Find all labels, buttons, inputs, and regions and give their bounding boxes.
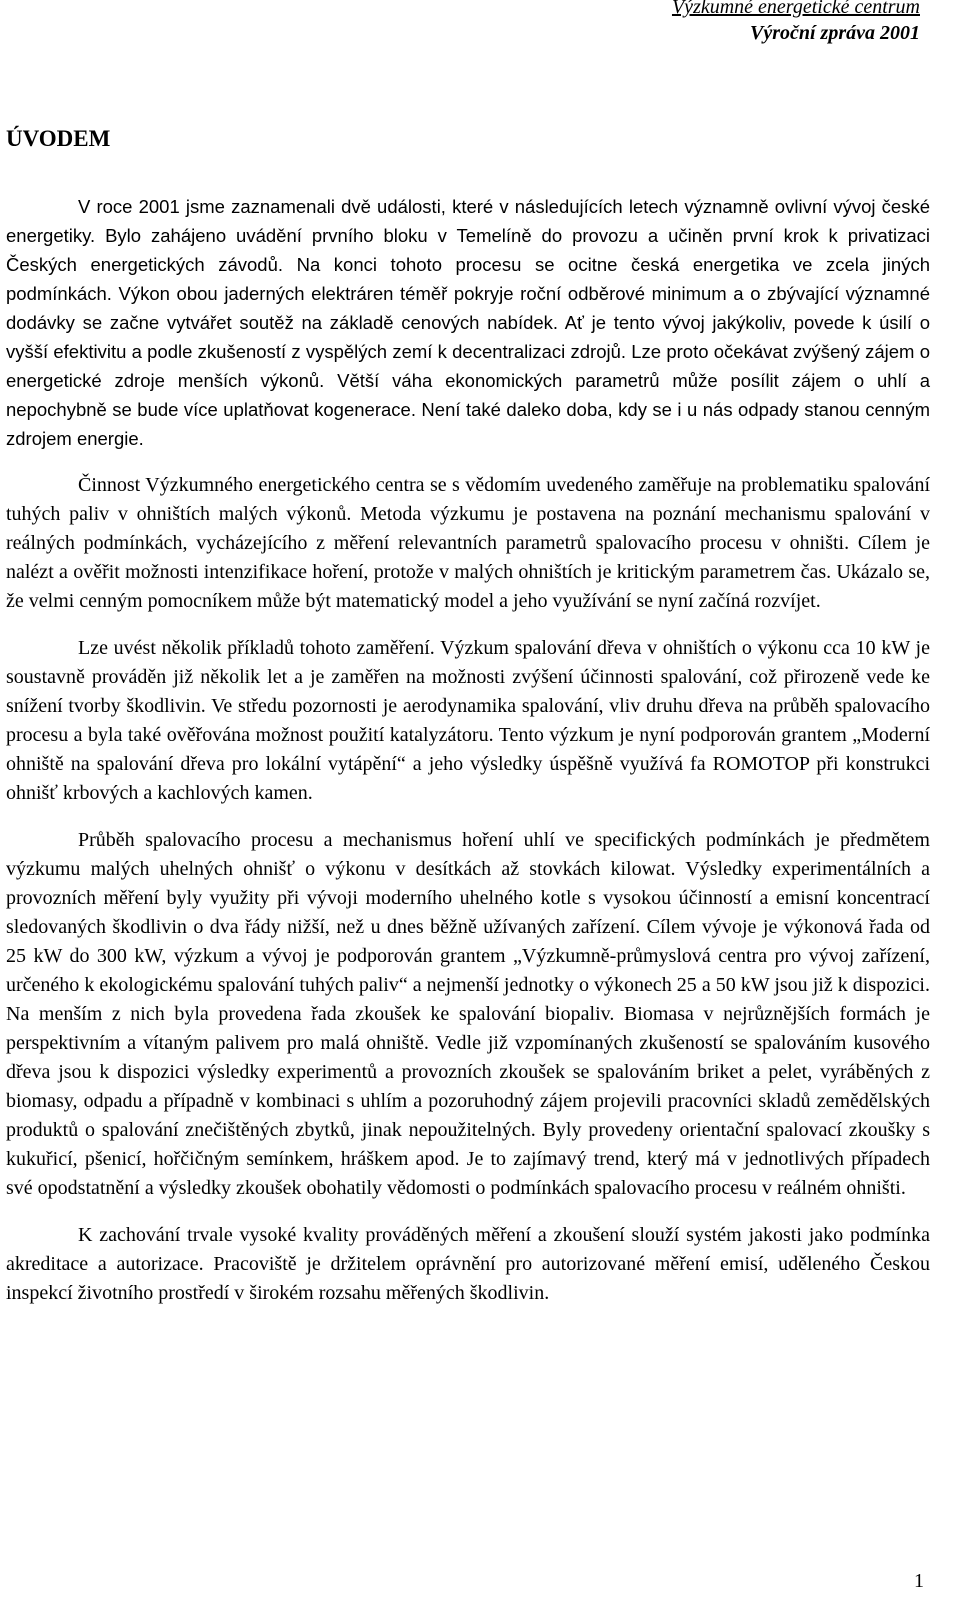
header-report-title: Výroční zpráva 2001: [750, 22, 920, 44]
paragraph-intro: V roce 2001 jsme zaznamenali dvě události, které v následujících letech významně ovlivní vývoj české energetiky. Bylo zahájeno uvádění prvního bloku v Temelíně do provozu a učiněn první krok k privatizaci Českých energetických závodů. Na konci tohoto procesu se ocitne česká energetika ve zcela jiných podmínkách. Výkon obou jaderných elektráren téměř pokryje roční odběrové minimum a o zbývající významné dodávky se začne vytvářet soutěž na základě cenových nabídek. Ať je tento vývoj jakýkoliv, povede k úsilí o vyšší efektivitu a podle zkušeností z vyspělých zemí k decentralizaci zdrojů. Lze proto očekávat zvýšený zájem o energetické zdroje menších výkonů. Větší váha ekonomických parametrů může posílit zájem o uhlí a nepochybně se bude více uplatňovat kogenerace. Není také daleko doba, kdy se i u nás odpady stanou cenným zdrojem energie.: [6, 196, 930, 449]
section-title: ÚVODEM: [6, 126, 111, 151]
paragraph-wood-combustion: Lze uvést několik příkladů tohoto zaměření. Výzkum spalování dřeva v ohništích o výkonu cca 10 kW je soustavně prováděn již několik let a je zaměřen na možnosti zvýšení účinnosti spalování, což přirozeně vede ke snížení tvorby škodlivin. Ve středu pozornosti je aerodynamika spalování, vliv druhu dřeva na průběh spalovacího procesu a byla také ověřována možnost použití katalyzátoru. Tento výzkum je nyní podporován grantem „Moderní ohniště na spalování dřeva pro lokální vytápění“ a jeho výsledky úspěšně využívá fa ROMOTOP při konstrukci ohnišť krbových a kachlových kamen.: [6, 637, 930, 804]
document-body: [6, 192, 930, 1326]
page-number: 1: [914, 1570, 924, 1592]
paragraph-activity: Činnost Výzkumného energetického centra se s vědomím uvedeného zaměřuje na problematiku spalování tuhých paliv v ohništích malých výkonů. Metoda výzkumu je postavena na poznání mechanismu spalování v reálných podmínkách, vycházejícího z měření relevantních parametrů spalovacího procesu v ohništi. Cílem je nalézt a ověřit možnosti intenzifikace hoření, protože v malých ohništích je kritickým parametrem čas. Ukázalo se, že velmi cenným pomocníkem může být matematický model a jeho využívání se nyní začíná rozvíjet.: [6, 474, 930, 612]
paragraph-quality-system: K zachování trvale vysoké kvality prováděných měření a zkoušení slouží systém jakosti jako podmínka akreditace a autorizace. Pracoviště je držitelem oprávnění pro autorizované měření emisí, uděleného Českou inspekcí životního prostředí v širokém rozsahu měřených škodlivin.: [6, 1224, 930, 1304]
header-organization: Výzkumné energetické centrum: [671, 0, 920, 18]
paragraph-coal-combustion: Průběh spalovacího procesu a mechanismus hoření uhlí ve specifických podmínkách je předmětem výzkumu malých uhelných ohnišť o výkonu v desítkách až stovkách kilowat. Výsledky experimentálních a provozních měření byly využity při vývoji moderního uhelného kotle s vysokou účinností a emisní koncentrací sledovaných škodlivin o dva řády nižší, než u dnes běžně užívaných zařízení. Cílem vývoje je výkonová řada od 25 kW do 300 kW, výzkum a vývoj je podporován grantem „Výzkumně-průmyslová centra pro vývoj zařízení, určeného k ekologickému spalování tuhých paliv“ a nejmenší jednotky o výkonech 25 a 50 kW jsou již k dispozici. Na menším z nich byla provedena řada zkoušek ke spalování biopaliv. Biomasa v nejrůznějších formách je perspektivním a vítaným palivem pro malá ohniště. Vedle již vzpomínaných zkušeností se spalováním kusového dřeva jsou k dispozici výsledky experimentů a provozních zkoušek se spalováním briket a pelet, vyráběných z biomasy, odpadu a případně v kombinaci s uhlím a pozoruhodný zájem projevili pracovníci skladů zemědělských produktů o spalování znečištěných zbytků, jinak nepoužitelných. Byly provedeny orientační spalovací zkoušky s kukuřicí, pšenicí, hořčičným semínkem, hráškem apod. Je to zajímavý trend, který má v jednotlivých případech své opodstatnění a výsledky zkoušek obohatily vědomosti o podmínkách spalovacího procesu v reálném ohništi.: [6, 829, 930, 1199]
running-header: [672, 0, 920, 46]
